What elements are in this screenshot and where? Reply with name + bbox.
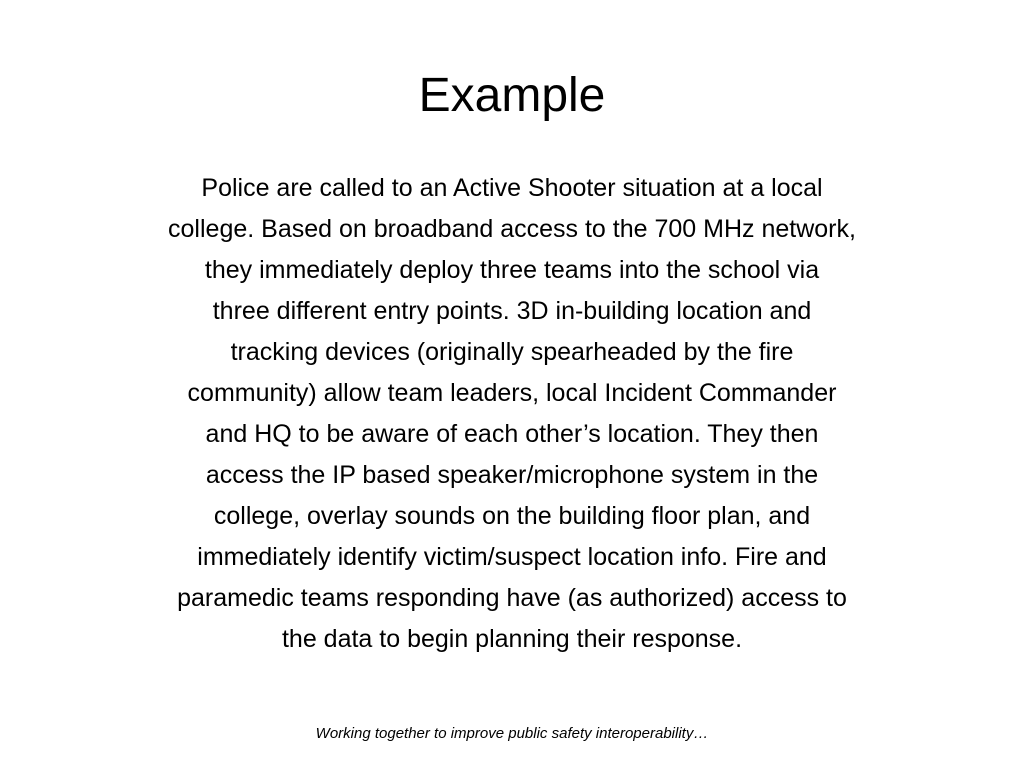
body-line: immediately identify victim/suspect location info. Fire and: [197, 543, 827, 571]
slide-body: [72, 168, 952, 660]
body-line: the data to begin planning their response.: [281, 625, 743, 653]
body-line: Police are called to an Active Shooter situation at a local: [201, 174, 823, 202]
body-line: paramedic teams responding have (as authorized) access to: [177, 584, 847, 612]
body-line: tracking devices (originally spearheaded by the fire: [230, 338, 794, 366]
body-line: college, overlay sounds on the building floor plan, and: [213, 502, 811, 530]
body-line: college. Based on broadband access to the 700 MHz network,: [168, 215, 856, 243]
body-line: they immediately deploy three teams into the school via: [204, 256, 820, 284]
body-line: three different entry points. 3D in-building location and: [212, 297, 812, 325]
body-line: access the IP based speaker/microphone system in the: [205, 461, 819, 489]
body-line: and HQ to be aware of each other’s location. They then: [205, 420, 819, 448]
body-line: community) allow team leaders, local Incident Commander: [187, 379, 837, 407]
slide-footer: Working together to improve public safety interoperability…: [315, 725, 709, 742]
slide-title: Example: [418, 69, 606, 122]
